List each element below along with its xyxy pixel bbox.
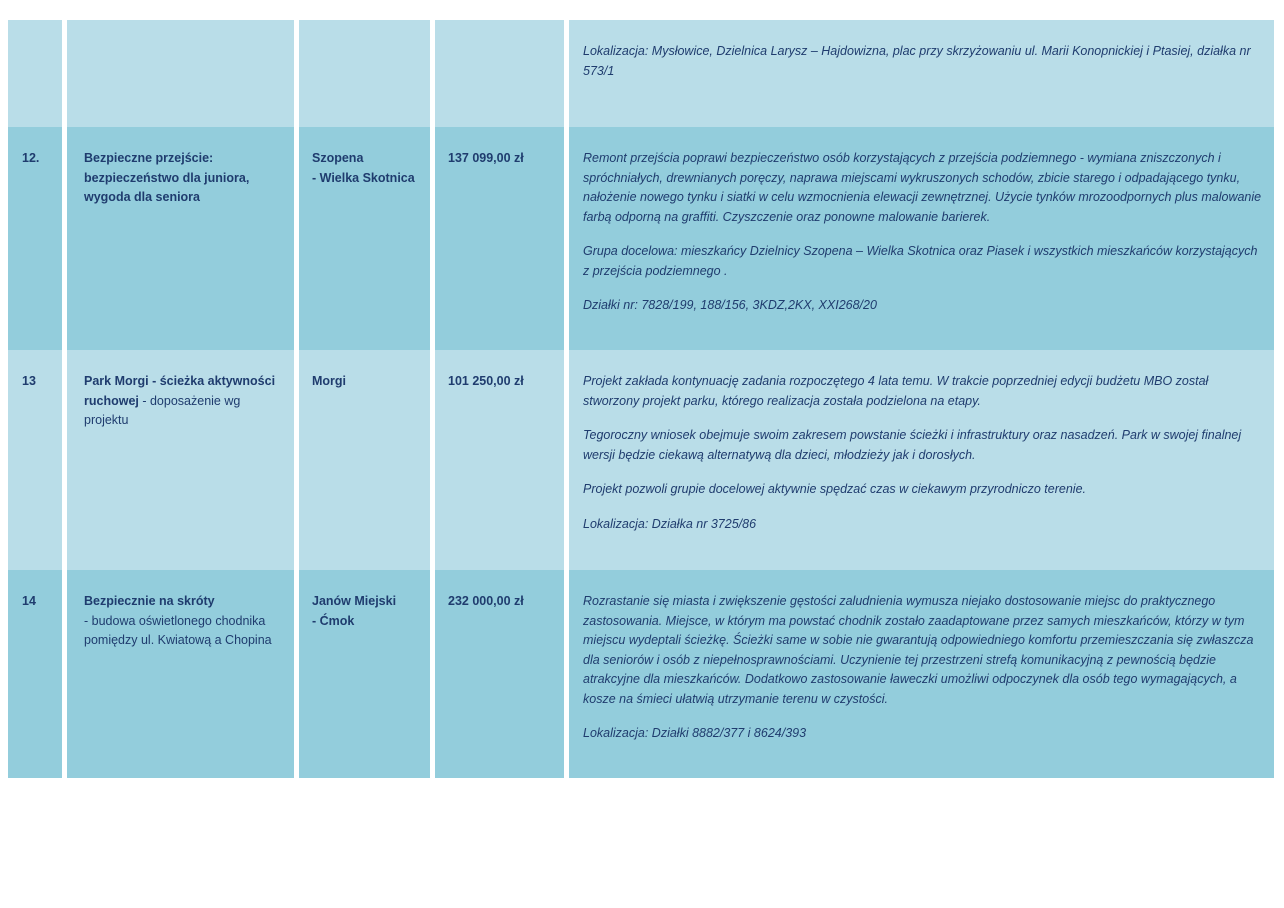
project-number: 13 [22,374,36,388]
description-paragraph: Tegoroczny wniosek obejmuje swoim zakresem powstanie ścieżki i infrastruktury oraz nasadzeń. Park w swojej finalnej wersji będzie ciekawą alternatywą dla dzieci, młodzieży jak i dorosłych. [583,428,1242,462]
project-title-bold: Park Morgi - ścieżka aktywności ruchowej [84,374,276,408]
project-district [299,127,430,350]
project-number: 14 [22,594,36,608]
project-title [67,570,294,778]
project-number [8,20,62,127]
projects-table [8,20,1274,778]
district-line: Szopena [312,151,364,165]
table-row [8,570,1274,778]
district-line: - Ćmok [312,613,355,628]
description-paragraph: Remont przejścia poprawi bezpieczeństwo osób korzystających z przejścia podziemnego - wymiana zniszczonych i spróchniałych, drewnianych poręczy, naprawa miejscami wykruszonych schodów, zbicie starego i odpadającego tynku, nałożenie nowego tynku i siatki w celu wzmocnienia elewacji zewnętrznej. Użycie tynków mrozoodpornych plus malowanie farbą odporną na graffiti. Czyszczenie oraz ponowne malowanie barierek. [583,151,1262,224]
project-description [569,570,1274,778]
project-description [569,350,1274,570]
table-row [8,350,1274,570]
project-amount [435,20,564,127]
description-paragraph: Lokalizacja: Mysłowice, Dzielnica Larysz – Hajdowizna, plac przy skrzyżowaniu ul. Marii Konopnickiej i Ptasiej, działka nr 573/1 [583,44,1251,78]
description-paragraph: Rozrastanie się miasta i zwiększenie gęstości zaludnienia wymusza niejako dostosowanie miejsc do praktycznego zastosowania. Miejsce, w którym ma powstać chodnik zostało zaadaptowane przez samych mieszkańców, którzy w tym miejscu wydeptali ścieżkę. Ścieżki same w sobie nie gwarantują odpowiedniego komfortu przemieszczania się zwłaszcza dla seniorów i osób z niepełnosprawnościami. Uczynienie tej przestrzeni strefą komunikacyjną z pewnością będzie atrakcyjne dla mieszkańców. Dodatkowo zastosowanie ławeczki umożliwi odpoczynek dla osób tego wymagających, a kosze na śmieci ułatwią utrzymanie terenu w czystości. [583,594,1254,706]
description-paragraph: Działki nr: 7828/199, 188/156, 3KDZ,2KX, XXI268/20 [583,298,877,312]
project-district: Morgi [312,374,347,388]
table-row [8,127,1274,350]
project-number: 12. [22,151,40,165]
project-title-bold: Bezpieczne przejście: bezpieczeństwo dla juniora, wygoda dla seniora [84,151,250,204]
project-title-rest: - budowa oświetlonego chodnika pomiędzy ul. Kwiatową a Chopina [84,613,272,647]
description-paragraph: Lokalizacja: Działka nr 3725/86 [583,516,757,531]
project-title [67,20,294,127]
project-amount: 101 250,00 zł [448,374,524,388]
project-title [67,127,294,350]
district-line: - Wielka Skotnica [312,170,415,185]
description-paragraph: Projekt pozwoli grupie docelowej aktywnie spędzać czas w ciekawym przyrodniczo terenie. [583,482,1087,496]
project-description [569,127,1274,350]
description-paragraph: Projekt zakłada kontynuację zadania rozpoczętego 4 lata temu. W trakcie poprzedniej edycji budżetu MBO został stworzony projekt parku, którego realizacja została podzielona na etapy. [583,374,1209,408]
district-line: Janów Miejski [312,594,397,608]
project-district [299,570,430,778]
table-row [8,20,1274,127]
description-paragraph: Lokalizacja: Działki 8882/377 i 8624/393 [583,726,807,740]
project-description [569,20,1274,127]
project-amount: 232 000,00 zł [448,594,524,608]
description-paragraph: Grupa docelowa: mieszkańcy Dzielnicy Szopena – Wielka Skotnica oraz Piasek i wszystkich mieszkańców korzystających z przejścia podziemnego . [583,244,1258,278]
project-title-bold: Bezpiecznie na skróty [84,594,215,608]
project-amount: 137 099,00 zł [448,151,524,165]
project-title [67,350,294,570]
project-district [299,20,430,127]
project-title-rest: - doposażenie wg projektu [84,393,241,427]
